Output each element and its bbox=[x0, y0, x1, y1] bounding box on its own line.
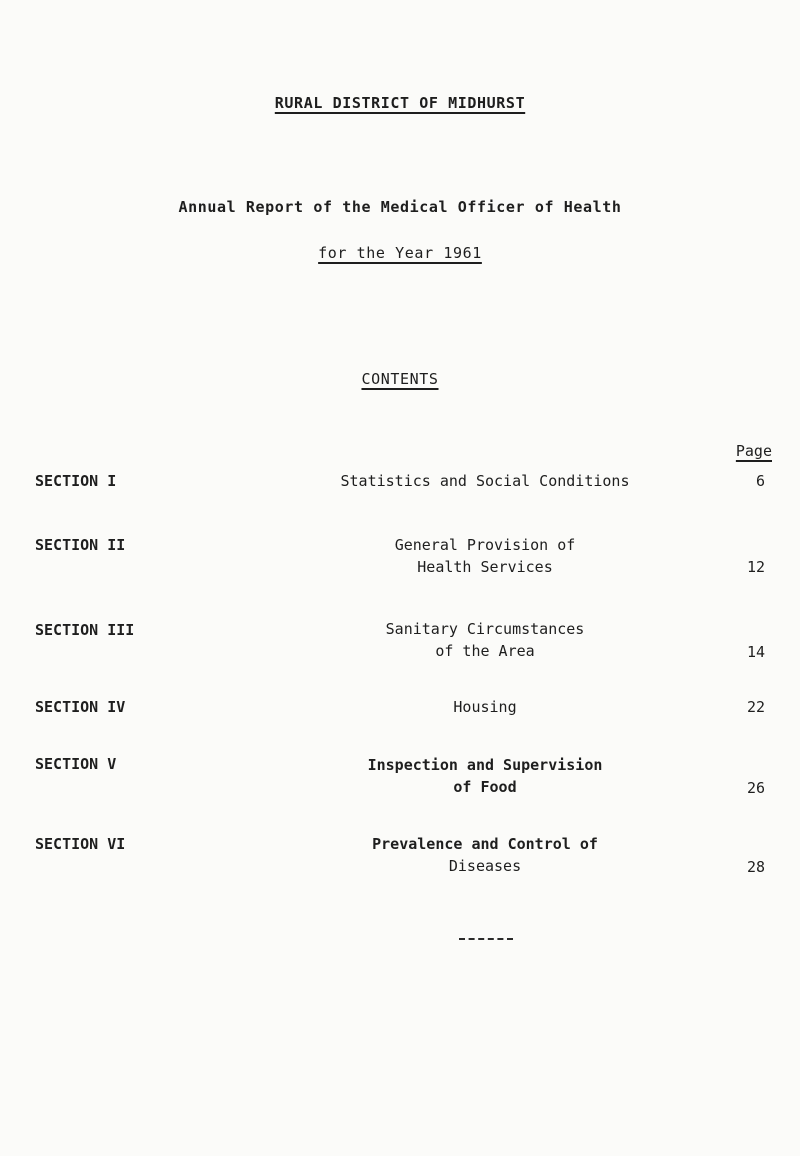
section-label: SECTION II bbox=[35, 536, 126, 554]
report-year: for the Year 1961 bbox=[318, 244, 482, 262]
section-page-number: 14 bbox=[746, 643, 765, 661]
section-page-number: 6 bbox=[755, 472, 765, 490]
section-title-line: Health Services bbox=[417, 558, 553, 576]
contents-heading: CONTENTS bbox=[361, 370, 439, 388]
section-title-line: Diseases bbox=[448, 857, 522, 875]
section-title-line: Statistics and Social Conditions bbox=[340, 472, 630, 490]
section-page-number: 28 bbox=[746, 858, 765, 876]
section-title-line: of Food bbox=[453, 778, 517, 796]
end-divider bbox=[459, 938, 513, 940]
section-label: SECTION VI bbox=[35, 835, 126, 853]
section-title-line: Housing bbox=[453, 698, 517, 716]
report-title: Annual Report of the Medical Officer of Health bbox=[178, 198, 622, 216]
district-title: RURAL DISTRICT OF MIDHURST bbox=[274, 94, 526, 112]
page-column-heading: Page bbox=[735, 442, 772, 460]
section-page-number: 12 bbox=[746, 558, 765, 576]
section-title-line: Inspection and Supervision bbox=[367, 756, 603, 774]
section-label: SECTION IV bbox=[35, 698, 126, 716]
section-title-line: of the Area bbox=[435, 642, 535, 660]
section-label: SECTION I bbox=[35, 472, 117, 490]
section-page-number: 26 bbox=[746, 779, 765, 797]
section-title-line: Sanitary Circumstances bbox=[385, 620, 585, 638]
section-label: SECTION V bbox=[35, 755, 117, 773]
section-title-line: Prevalence and Control of bbox=[372, 835, 598, 853]
section-title-line: General Provision of bbox=[394, 536, 576, 554]
section-page-number: 22 bbox=[746, 698, 765, 716]
section-label: SECTION III bbox=[35, 621, 135, 639]
